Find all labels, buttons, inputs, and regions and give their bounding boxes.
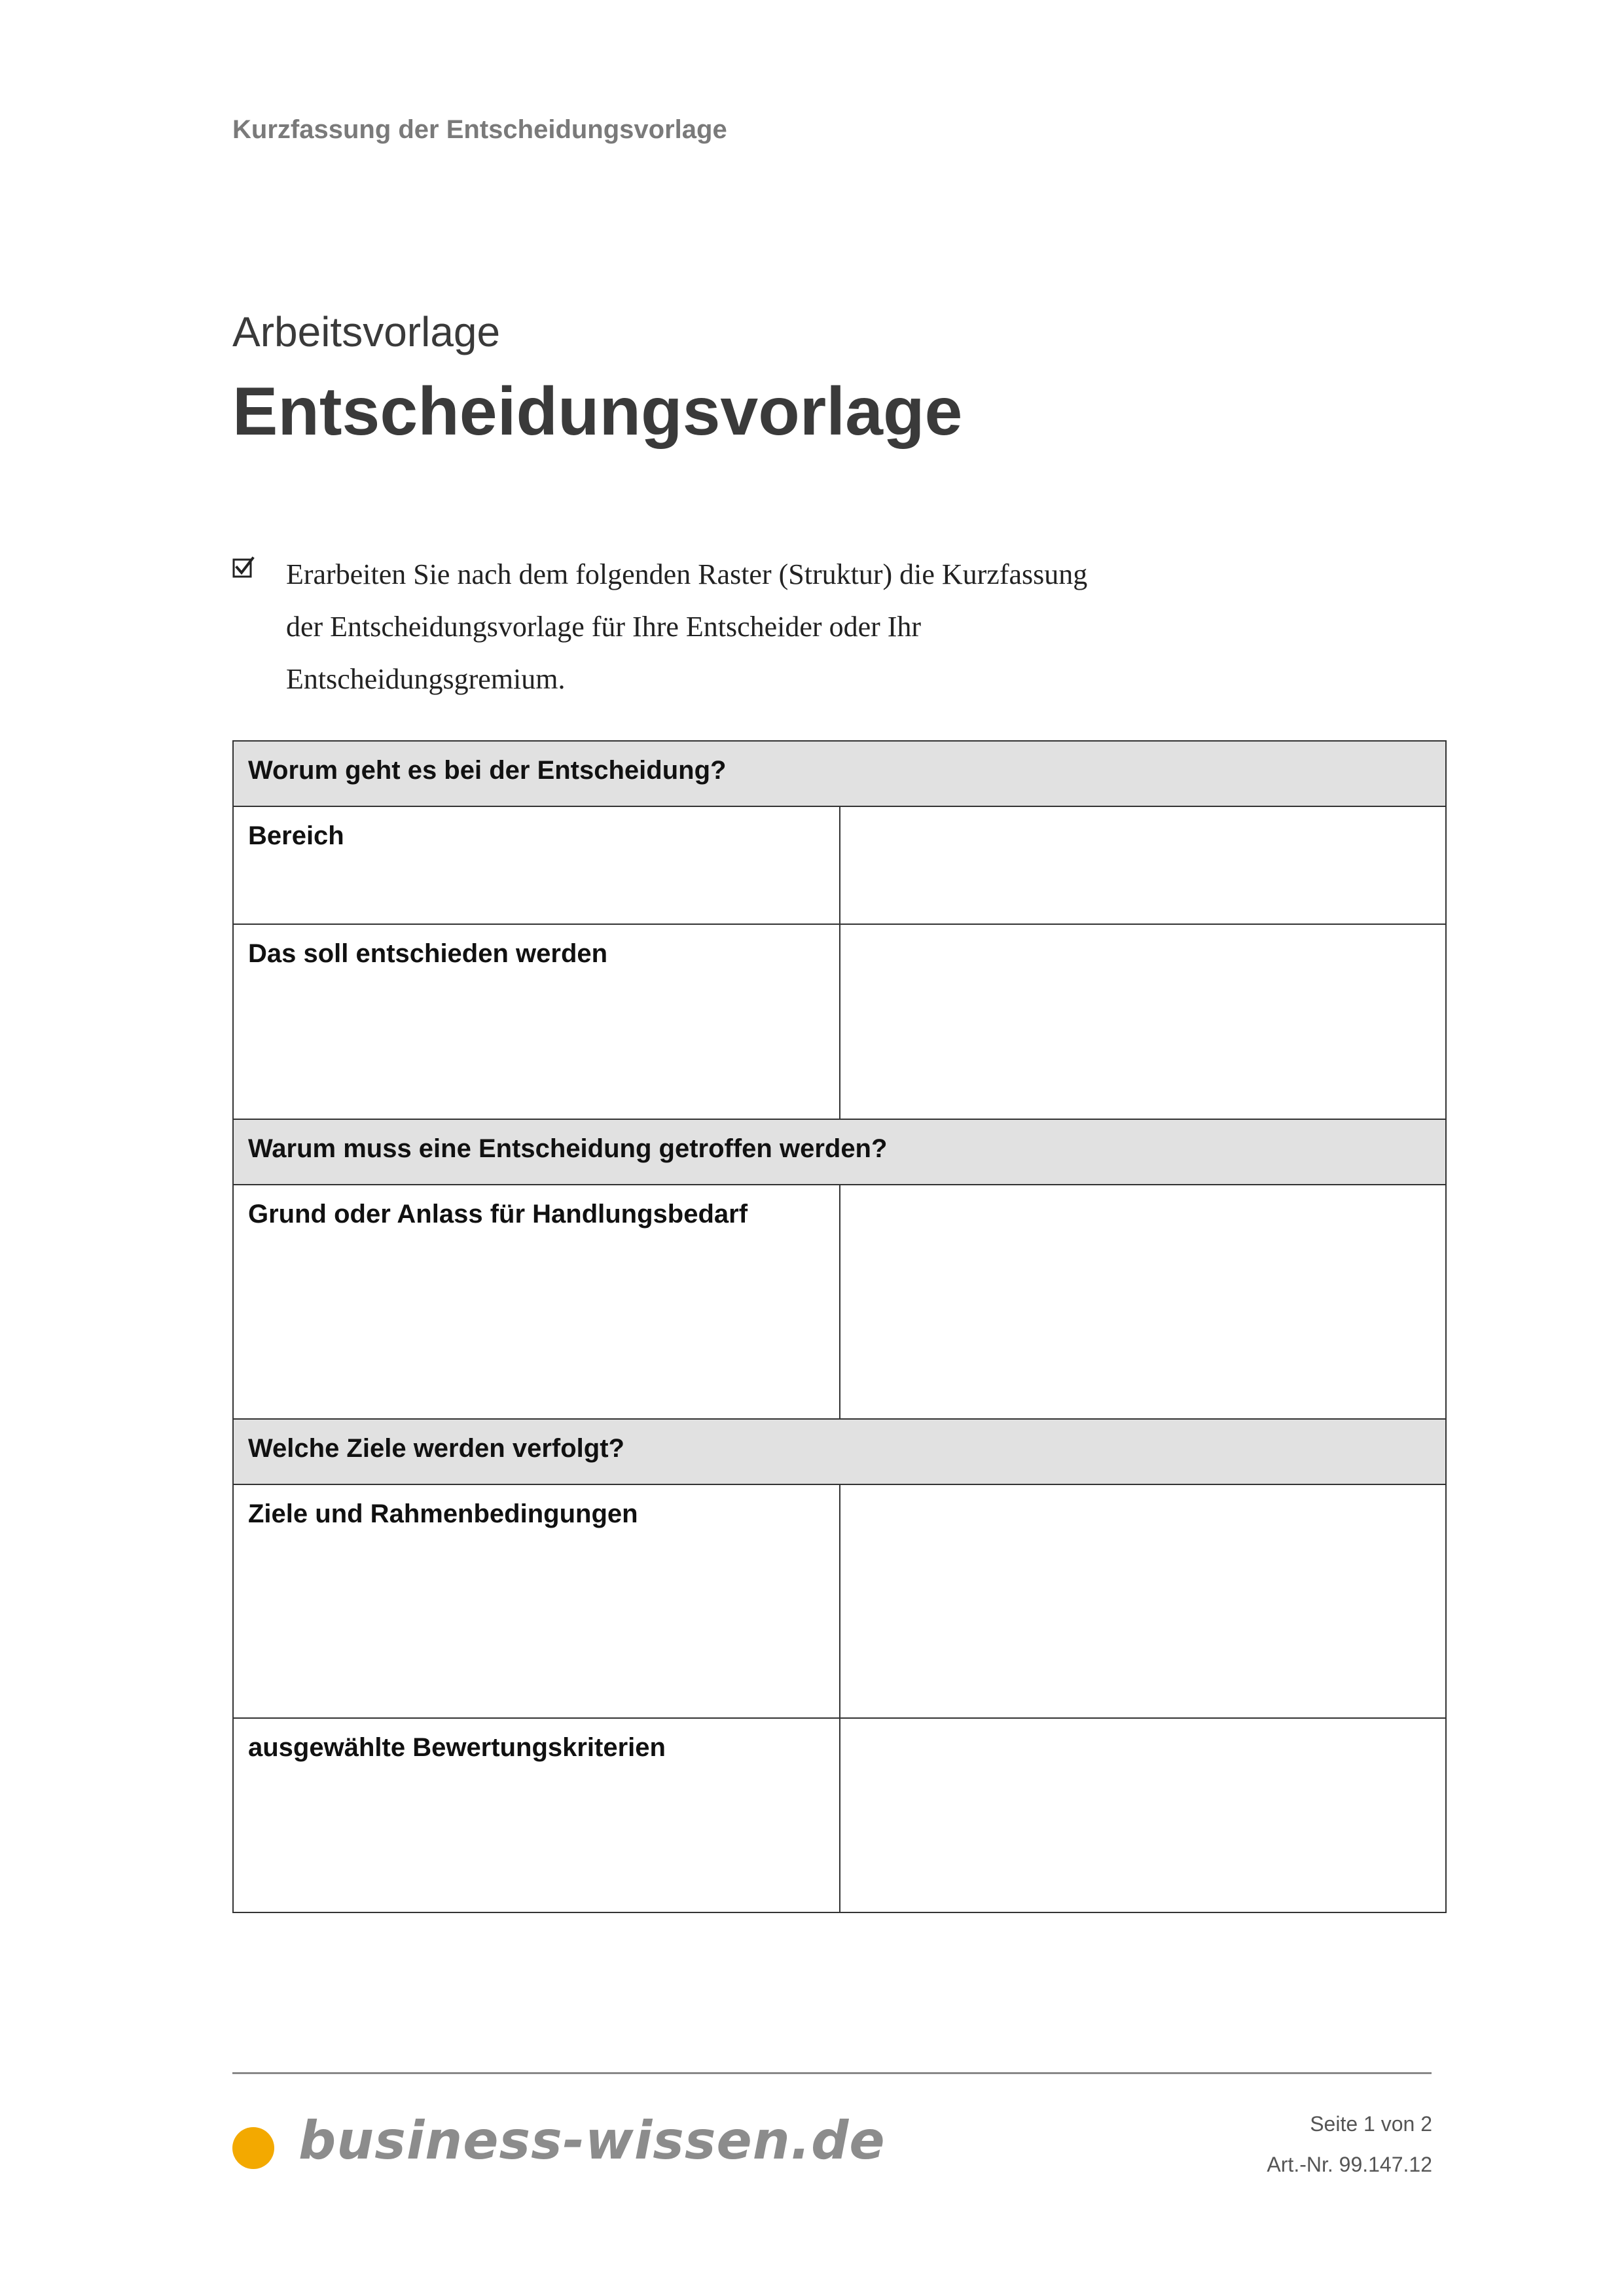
section-header-row [233, 1419, 1446, 1484]
section-heading: Worum geht es bei der Entscheidung? [233, 741, 1446, 806]
checkbox-checked-icon [232, 556, 255, 579]
section-heading: Welche Ziele werden verfolgt? [233, 1419, 1446, 1484]
intro-line: Erarbeiten Sie nach dem folgenden Raster (Struktur) die Kurzfassung [286, 558, 1088, 590]
row-label: Ziele und Rahmenbedingungen [233, 1484, 840, 1718]
document-subtitle: Arbeitsvorlage [232, 308, 501, 355]
input-cell-ziele[interactable] [840, 1484, 1447, 1718]
decision-form-table [232, 740, 1447, 1913]
intro-line: Entscheidungsgremium. [286, 663, 566, 695]
article-number: Art.-Nr. 99.147.12 [1267, 2153, 1432, 2176]
logo-dot-icon [232, 2127, 274, 2169]
form-row [233, 1185, 1446, 1419]
form-row [233, 806, 1446, 924]
section-header-row [233, 1119, 1446, 1185]
page-number: Seite 1 von 2 [1310, 2112, 1432, 2136]
row-label: Grund oder Anlass für Handlungsbedarf [233, 1185, 840, 1419]
form-row [233, 1484, 1446, 1718]
footer-divider [232, 2072, 1432, 2074]
form-row [233, 924, 1446, 1119]
intro-line: der Entscheidungsvorlage für Ihre Entscheider oder Ihr [286, 611, 922, 643]
section-heading: Warum muss eine Entscheidung getroffen werden? [233, 1119, 1446, 1185]
input-cell-kriterien[interactable] [840, 1718, 1447, 1912]
form-row [233, 1718, 1446, 1912]
intro-instruction [232, 548, 1214, 706]
intro-text [286, 548, 1214, 706]
row-label: ausgewählte Bewertungskriterien [233, 1718, 840, 1912]
input-cell-entscheidung[interactable] [840, 924, 1447, 1119]
input-cell-grund[interactable] [840, 1185, 1447, 1419]
input-cell-bereich[interactable] [840, 806, 1447, 924]
row-label: Das soll entschieden werden [233, 924, 840, 1119]
row-label: Bereich [233, 806, 840, 924]
running-header: Kurzfassung der Entscheidungsvorlage [232, 115, 727, 144]
brand-logo[interactable]: business-wissen.de [298, 2110, 886, 2171]
section-header-row [233, 741, 1446, 806]
document-title: Entscheidungsvorlage [232, 374, 963, 450]
page-info [1267, 2104, 1432, 2185]
